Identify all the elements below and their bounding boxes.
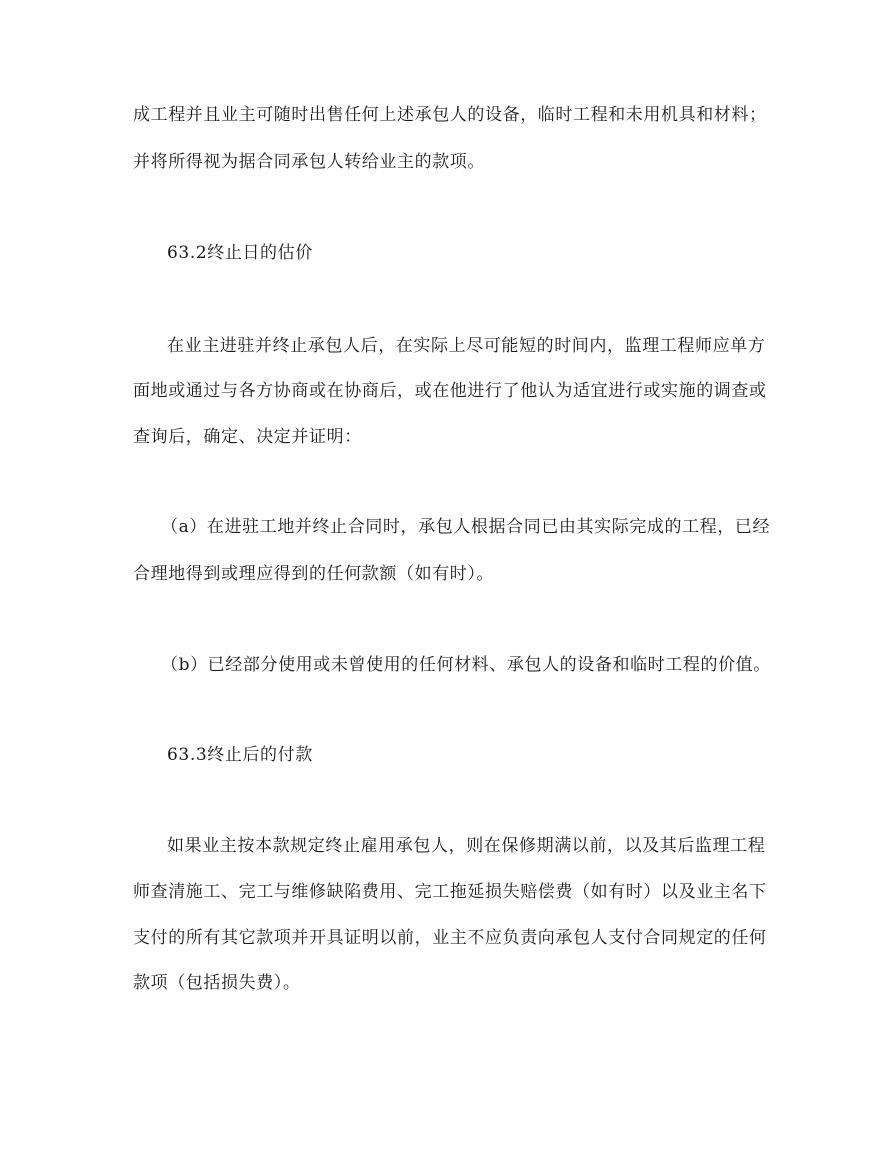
paragraph-1-line-2: 并将所得视为据合同承包人转给业主的款项。 <box>133 152 485 172</box>
paragraph-1-line-1: 成工程并且业主可随时出售任何上述承包人的设备，临时工程和未用机具和材料； <box>133 105 767 125</box>
paragraph-2-line-1: 在业主进驻并终止承包人后，在实际上尽可能短的时间内，监理工程师应单方 <box>167 336 766 356</box>
section-heading-63-2: 63.2终止日的估价 <box>167 243 313 263</box>
paragraph-3-line-3: 支付的所有其它款项并开具证明以前，业主不应负责向承包人支付合同规定的任何 <box>133 928 767 948</box>
paragraph-2-line-2: 面地或通过与各方协商或在协商后，或在他进行了他认为适宜进行或实施的调查或 <box>133 381 767 401</box>
paragraph-3-line-1: 如果业主按本款规定终止雇用承包人，则在保修期满以前，以及其后监理工程 <box>167 836 766 856</box>
item-a-line-1: （a）在进驻工地并终止合同时，承包人根据合同已由其实际完成的工程，已经 <box>161 517 771 537</box>
item-a-line-2: 合理地得到或理应得到的任何款额（如有时）。 <box>133 564 495 584</box>
paragraph-3-line-2: 师查清施工、完工与维修缺陷费用、完工拖延损失赔偿费（如有时）以及业主名下 <box>133 882 767 902</box>
paragraph-3-line-4: 款项（包括损失费）。 <box>133 973 301 993</box>
item-b-line-1: （b）已经部分使用或未曾使用的任何材料、承包人的设备和临时工程的价值。 <box>161 655 771 675</box>
section-heading-63-3: 63.3终止后的付款 <box>167 745 313 765</box>
paragraph-2-line-3: 查询后，确定、决定并证明： <box>133 427 362 447</box>
